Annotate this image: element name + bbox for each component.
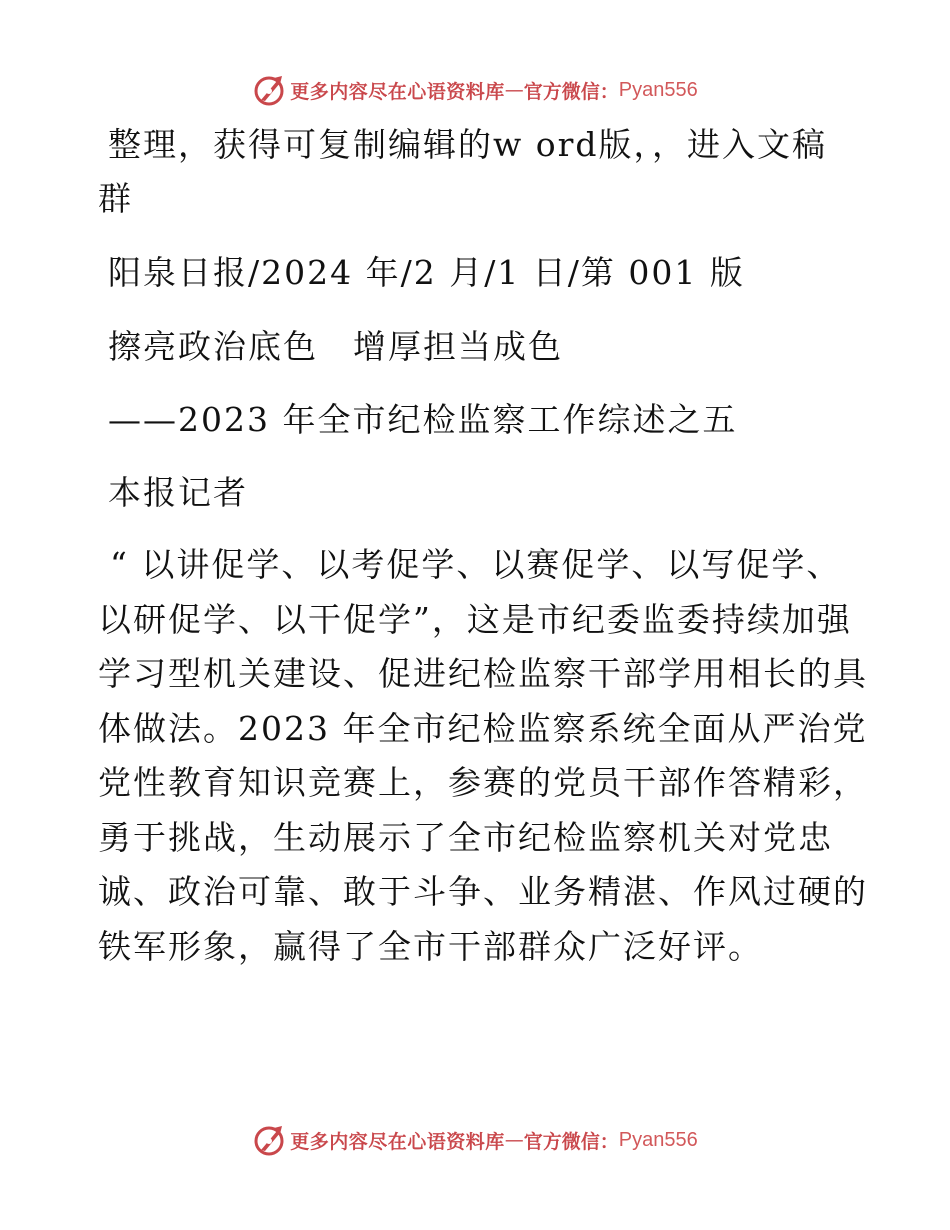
watermark-brand-text: 更多内容尽在心语资料库 <box>290 80 505 103</box>
body-line: 铁军形象，赢得了全市干部群众广泛好评。 <box>98 926 763 966</box>
watermark-banner-bottom <box>0 1118 950 1162</box>
body-line: “ 以讲促学、以考促学、以赛促学、以写促学、 <box>110 545 842 584</box>
watermark-wechat-label: 官方微信： <box>523 80 619 103</box>
source-line: 阳泉日报/2024 年/2 月/1 日/第 001 版 <box>108 253 745 292</box>
intro-line-1: 整理，获得可复制编辑的w ord版，，进入文稿 <box>108 125 828 164</box>
byline: 本报记者 <box>108 473 248 512</box>
body-line: 勇于挑战，生动展示了全市纪检监察机关对党忠 <box>98 817 833 857</box>
quill-logo-icon <box>252 1123 286 1157</box>
watermark-wechat-label: 官方微信： <box>523 1130 619 1153</box>
body-line: 以研促学、以干促学”，这是市纪委监委持续加强 <box>98 599 852 639</box>
watermark-separator: — <box>504 79 524 101</box>
body-line: 诚、政治可靠、敢于斗争、业务精湛、作风过硬的 <box>98 872 868 911</box>
headline: 擦亮政治底色 增厚担当成色 <box>108 327 563 366</box>
body-line: 学习型机关建设、促进纪检监察干部学用相长的具 <box>98 654 868 693</box>
quill-logo-icon <box>252 73 286 107</box>
watermark-brand-text: 更多内容尽在心语资料库 <box>290 1130 505 1153</box>
watermark-wechat-id: Pyan556 <box>618 78 698 101</box>
watermark-separator: — <box>504 1129 524 1151</box>
watermark-banner-top <box>0 68 950 112</box>
subheadline: ——2023 年全市纪检监察工作综述之五 <box>108 400 738 439</box>
body-paragraph <box>98 538 868 974</box>
document-body <box>98 118 868 974</box>
body-line: 体做法。2023 年全市纪检监察系统全面从严治党 <box>98 708 868 748</box>
watermark-wechat-id: Pyan556 <box>618 1128 698 1151</box>
intro-line-2: 群 <box>98 179 133 218</box>
body-line: 党性教育知识竞赛上，参赛的党员干部作答精彩， <box>98 763 868 802</box>
